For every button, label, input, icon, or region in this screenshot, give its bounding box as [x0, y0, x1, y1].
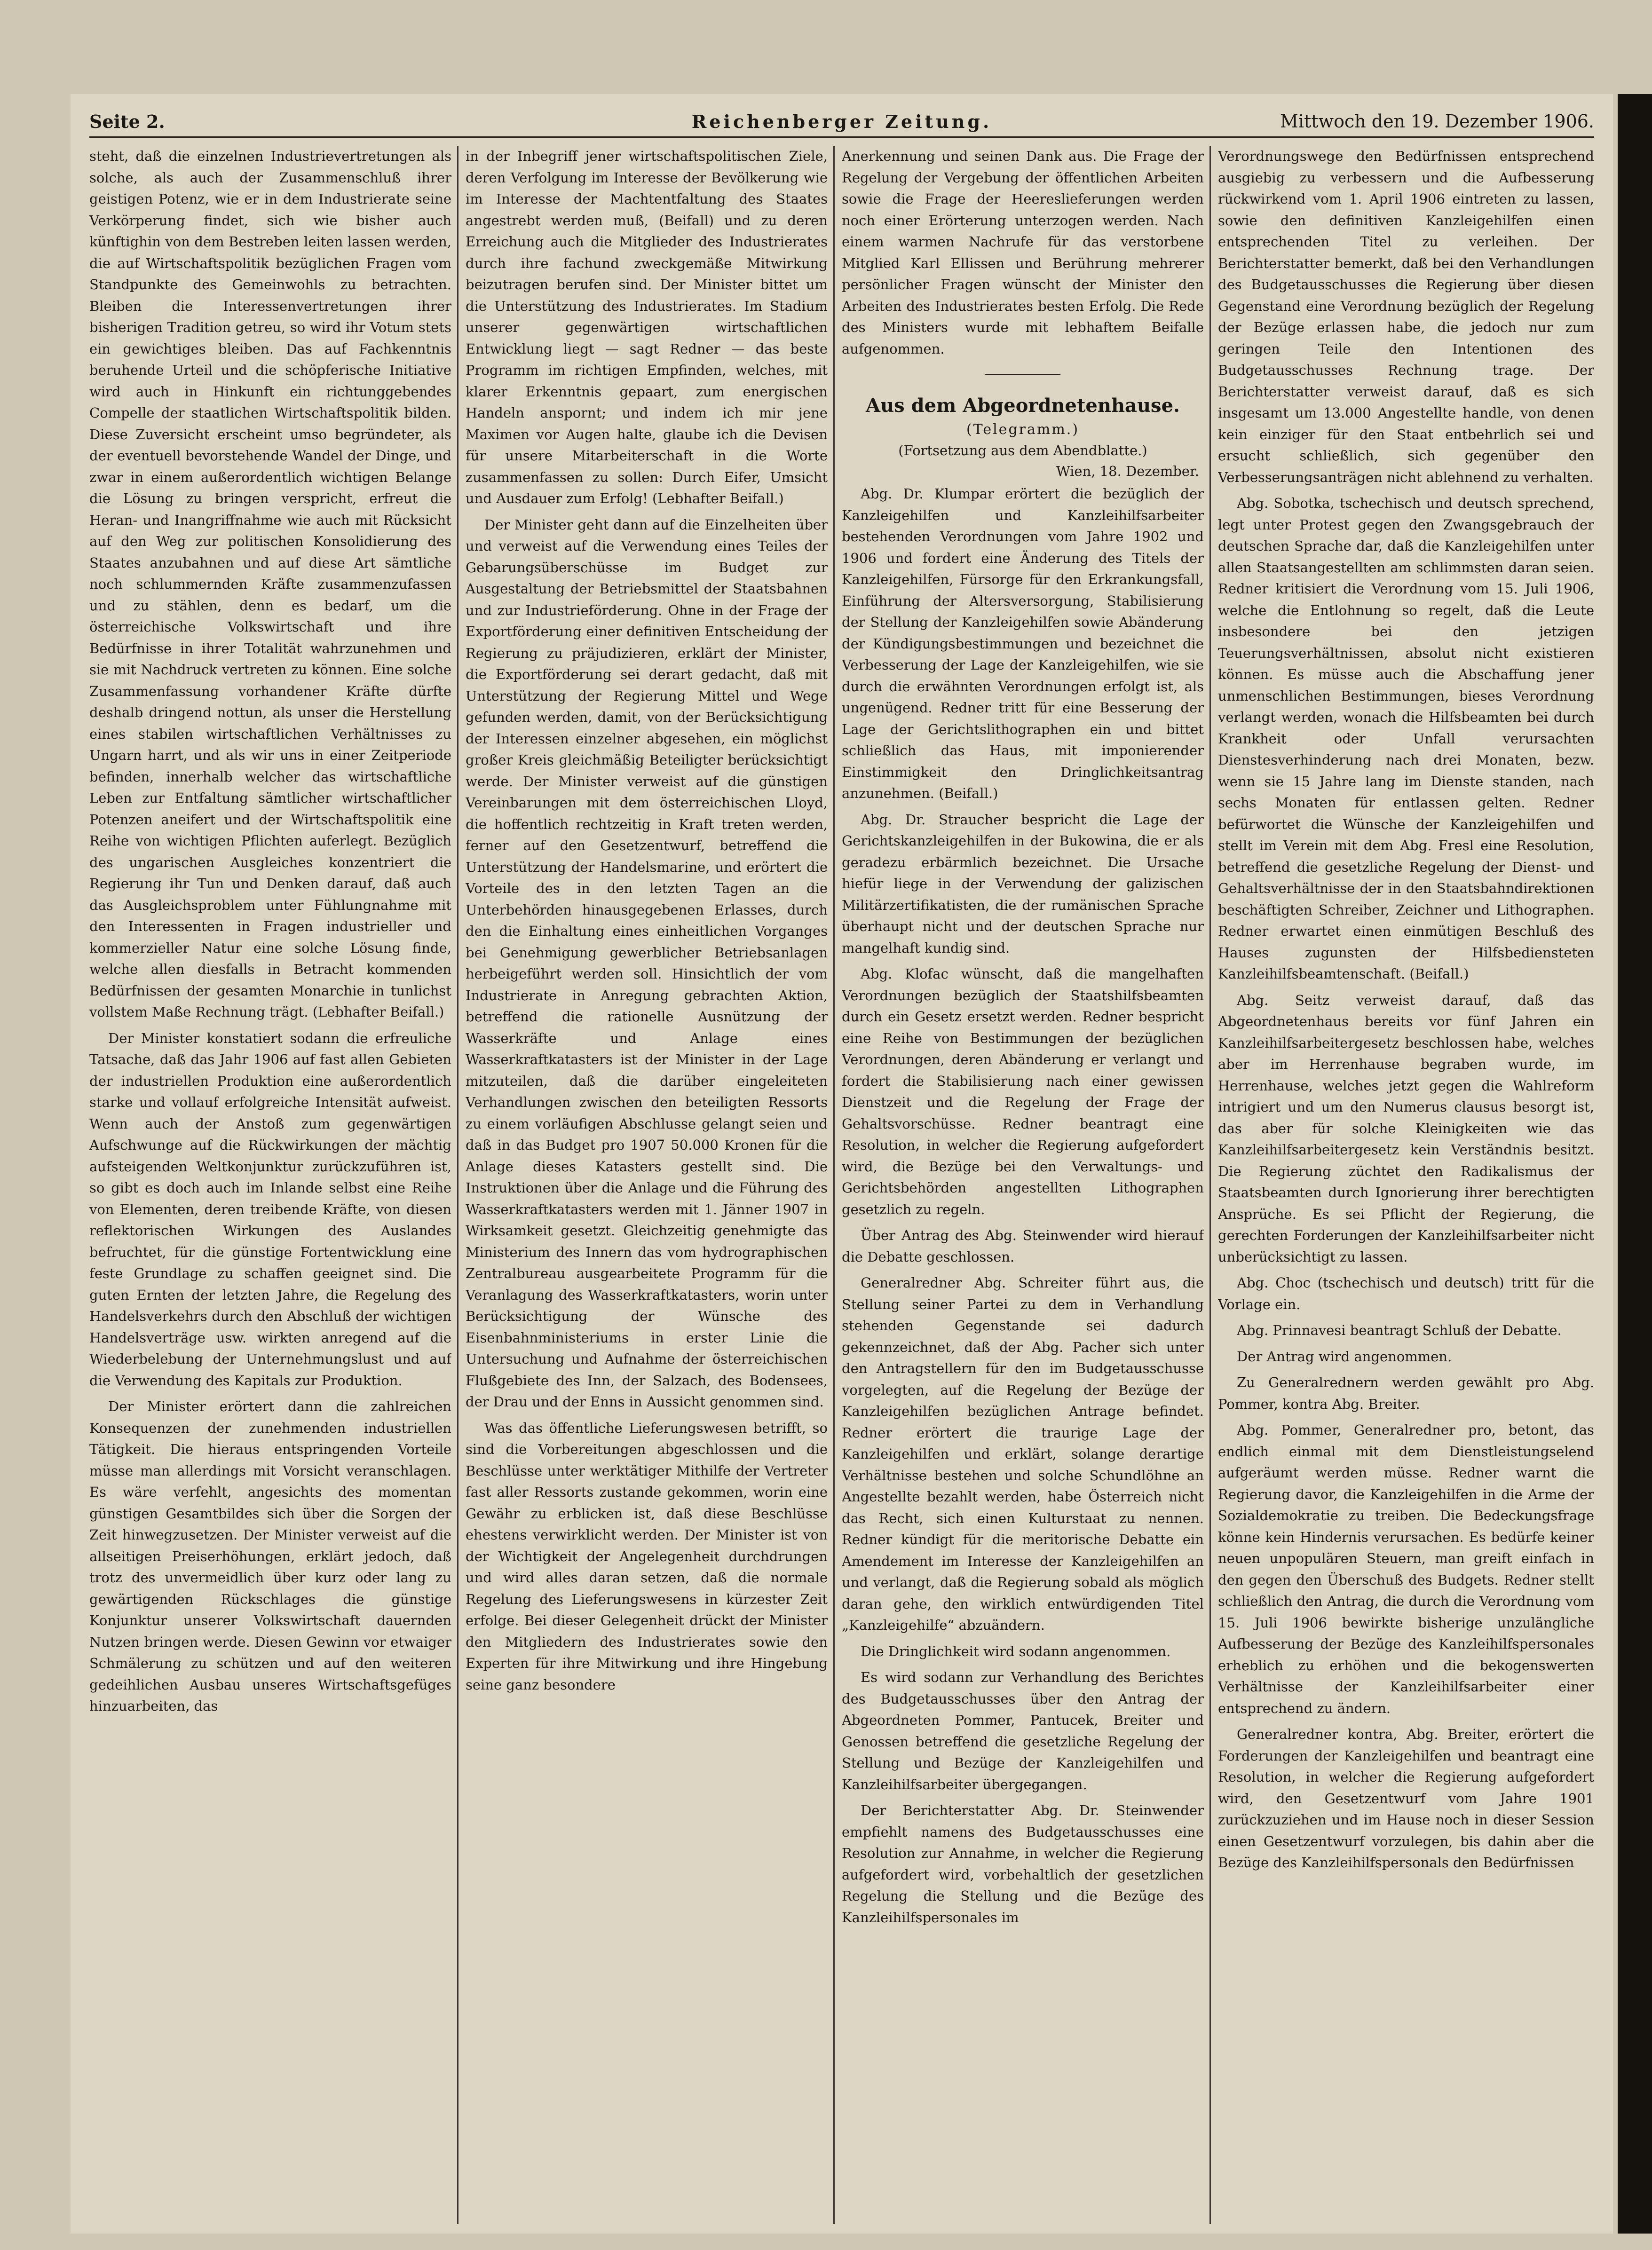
- section-subtitle: (Telegramm.): [966, 421, 1080, 438]
- article-paragraph: Über Antrag des Abg. Steinwender wird hierauf die Debatte geschlossen.: [842, 1227, 1204, 1265]
- article-paragraph: Abg. Klofac wünscht, daß die mangelhaften Verordnungen bezüglich der Staatshilfsbeamten durch ein Gesetz ersetzt werden. Redner bespricht eine Reihe von Bestimmungen der bezüglichen Verordnungen, deren Abänderung er verlangt und fordert die Stabilisierung nach einer gewissen Dienstzeit und die Regelung der Frage der Gehaltsvorschüsse. Redner beantragt eine Resolution, in welcher die Regierung aufgefordert wird, die Bezüge bei den Verwaltungs- und Gerichtsbehörden angestellten Lithographen gesetzlich zu regeln.: [842, 966, 1204, 1217]
- column-rule: [833, 146, 835, 2224]
- section-dateline: Wien, 18. Dezember.: [1056, 463, 1199, 479]
- masthead-title: Reichenberger Zeitung.: [691, 111, 992, 132]
- binding-edge: [1618, 94, 1652, 2234]
- article-paragraph: Abg. Sobotka, tschechisch und deutsch sprechend, legt unter Protest gegen den Zwangsgebrauch der deutschen Sprache dar, daß die Kanzleigehilfen unter allen Staatsangestellten am schlimmsten daran seien. Redner kritisiert die Verordnung vom 15. Juli 1906, welche die Entlohnung so regelt, daß die Leute insbesondere bei den jetzigen Teuerungsverhältnissen, absolut nicht existieren können. Es müsse auch die Abschaffung jener unmenschlichen Bestimmungen, bieses Verordnung verlangt werden, wonach die Hilfsbeamten bei durch Krankheit oder Unfall verursachten Dienstesverhinderung nach drei Monaten, bezw. wenn sie 15 Jahre lang im Dienste standen, nach sechs Monaten für entlassen gelten. Redner befürwortet die Wünsche der Kanzleigehilfen und stellt im Verein mit dem Abg. Fresl eine Resolution, betreffend die gesetzliche Regelung der Dienst- und Gehaltsverhältnisse der in den Staatsbahndirektionen beschäftigten Schreiber, Zeichner und Lithographen. Redner erwartet einen einmütigen Beschluß des Hauses zugunsten der Hilfsbediensteten Kanzleihilfsbeamtenschaft. (Beifall.): [1218, 495, 1594, 982]
- article-paragraph: Verordnungswege den Bedürfnissen entsprechend ausgiebig zu verbessern und die Aufbesserung rückwirkend vom 1. April 1906 eintreten zu lassen, sowie den definitiven Kanzleigehilfen einen entsprechenden Titel zu verleihen. Der Berichterstatter bemerkt, daß bei den Verhandlungen des Budgetausschusses die Regierung über diesen Gegenstand eine Verordnung bezüglich der Regelung der Bezüge erlassen habe, die jedoch nur zum geringen Teile den Intentionen des Budgetausschusses Rechnung trage. Der Berichterstatter verweist darauf, daß es sich insgesamt um 13.000 Angestellte handle, von denen kein einziger für den Staat entbehrlich sei und ersucht schließlich, sich gegenüber den Verbesserungsanträgen nicht ablehnend zu verhalten.: [1218, 148, 1594, 485]
- article-paragraph: Es wird sodann zur Verhandlung des Berichtes des Budgetausschusses über den Antrag der Abgeordneten Pommer, Pantucek, Breiter und Genossen betreffend die gesetzliche Regelung der Stellung und Bezüge der Kanzleigehilfen und Kanzleihilfsarbeiter übergegangen.: [842, 1669, 1204, 1792]
- article-paragraph: Was das öffentliche Lieferungswesen betrifft, so sind die Vorbereitungen abgeschlossen und die Beschlüsse unter werktätiger Mithilfe der Vertreter fast aller Ressorts zustande gekommen, worin eine Gewähr zu erblicken ist, daß diese Beschlüsse ehestens verwirklicht werden. Der Minister ist von der Wichtigkeit der Angelegenheit durchdrungen und wird alles daran setzen, daß die normale Regelung des Lieferungswesens in kürzester Zeit erfolge. Bei dieser Gelegenheit drückt der Minister den Mitgliedern des Industrierates sowie den Experten für ihre Mitwirkung und ihre Hingebung seine ganz besondere: [466, 1420, 828, 1693]
- article-paragraph: Zu Generalrednern werden gewählt pro Abg. Pommer, kontra Abg. Breiter.: [1218, 1374, 1594, 1412]
- article-paragraph: Der Antrag wird angenommen.: [1237, 1348, 1452, 1365]
- issue-date: Mittwoch den 19. Dezember 1906.: [1280, 111, 1594, 132]
- column-1: [89, 146, 451, 2224]
- article-paragraph: Abg. Prinnavesi beantragt Schluß der Debatte.: [1237, 1322, 1562, 1338]
- column-3: [842, 146, 1204, 2224]
- section-title: Aus dem Abgeordnetenhause.: [866, 395, 1180, 417]
- section-continuation: (Fortsetzung aus dem Abendblatte.): [898, 442, 1147, 458]
- article-paragraph: Abg. Dr. Straucher bespricht die Lage der Gerichtskanzleigehilfen in der Bukowina, die er als geradezu erbärmlich bezeichnet. Die Ursache hiefür liege in der Verwendung der galizischen Militärzertifikatisten, die der rumänischen Sprache überhaupt nicht und der deutschen Sprache nur mangelhaft kundig sind.: [842, 811, 1204, 956]
- article-paragraph: Abg. Choc (tschechisch und deutsch) tritt für die Vorlage ein.: [1218, 1275, 1594, 1312]
- article-paragraph: Der Minister konstatiert sodann die erfreuliche Tatsache, daß das Jahr 1906 auf fast allen Gebieten der industriellen Produktion eine außerordentlich starke und vollauf erfolgreiche Intensität aufweist. Wenn auch der Anstoß zum gegenwärtigen Aufschwunge auf die Rückwirkungen der mächtig aufsteigenden Weltkonjunktur zurückzuführen ist, so gibt es doch auch im Inlande selbst eine Reihe von Elementen, deren treibende Kräfte, von diesen reflektorischen Wirkungen des Auslandes befruchtet, für die günstige Fortentwicklung eine feste Grundlage zu schaffen geeignet sind. Die guten Ernten der letzten Jahre, die Regelung des Handelsverkehrs durch den Abschluß der wichtigen Handelsverträge usw. wirkten anregend auf die Wiederbelebung der Unternehmungslust und auf die Verwendung des Kapitals zur Produktion.: [89, 1030, 451, 1389]
- article-paragraph: steht, daß die einzelnen Industrievertretungen als solche, als auch der Zusammenschluß ihrer geistigen Potenz, wie er in dem Industrierate seine Verkörperung findet, sich wie bisher auch künftighin von dem Bestreben leiten lassen werden, die auf Wirtschaftspolitik bezüglichen Fragen vom Standpunkte des Gemeinwohls zu betrachten. Bleiben die Interessenvertretungen ihrer bisherigen Tradition getreu, so wird ihr Votum stets ein gewichtiges bleiben. Das auf Fachkenntnis beruhende Urteil und die schöpferische Initiative wird auch in Hinkunft ein richtunggebendes Compelle der staatlichen Wirtschaftspolitik bilden. Diese Zuversicht erscheint umso begründeter, als der eventuell bevorstehende Wandel der Dinge, und zwar in einem außerordentlich wichtigen Belange die Lösung zu bringen verspricht, erfreut die Heran- und Inangriffnahme wie auch mit Rücksicht auf den Weg zur politischen Konsolidierung des Staates anzubahnen und auf diese Art sämtliche noch schlummernden Kräfte zusammenzufassen und zu stählen, denn es bedarf, um die österreichische Volkswirtschaft und ihre Bedürfnisse in ihrer Totalität wahrzunehmen und sie mit Nachdruck vertreten zu können. Eine solche Zusammenfassung vorhandener Kräfte dürfte deshalb dringend nottun, als unser die Herstellung eines stabilen wirtschaftlichen Verhältnisses zu Ungarn harrt, und als wir uns in einer Zeitperiode befinden, innerhalb welcher das wirtschaftliche Leben zur Entfaltung sämtlicher wirtschaftlicher Potenzen aneifert und der Wirtschaftspolitik eine Reihe von wichtigen Pflichten auferlegt. Bezüglich des ungarischen Ausgleiches konzentriert die Regierung ihr Tun und Denken darauf, daß auch das Ausgleichsproblem unter Fühlungnahme mit den Interessenten in Fragen industrieller und kommerzieller Natur eine solche Lösung finde, welche allen diesfalls in Betracht kommenden Bedürfnissen der gesamten Monarchie in tunlichst vollstem Maße Rechnung trägt. (Lebhafter Beifall.): [89, 148, 451, 1020]
- article-paragraph: Die Dringlichkeit wird sodann angenommen.: [861, 1643, 1171, 1659]
- article-paragraph: Der Minister geht dann auf die Einzelheiten über und verweist auf die Verwendung eines Teiles der Gebarungsüberschüsse im Budget zur Ausgestaltung der Betriebsmittel der Staatsbahnen und zur Industrieförderung. Ohne in der Frage der Exportförderung einer definitiven Entscheidung der Regierung zu präjudizieren, erklärt der Minister, die Exportförderung sei derart gedacht, daß mit Unterstützung der Regierung Mittel und Wege gefunden werden, damit, von der Berücksichtigung der Interessen einzelner abgesehen, ein möglichst großer Kreis gleichmäßig Beteiligter berücksichtigt werde. Der Minister verweist auf die günstigen Vereinbarungen mit dem österreichischen Lloyd, die hoffentlich rechtzeitig in Kraft treten werden, ferner auf den Gesetzentwurf, betreffend die Unterstützung der Handelsmarine, und erörtert die Vorteile des in den letzten Tagen an die Unterbehörden hinausgegebenen Erlasses, durch den die Einhaltung eines einheitlichen Vorganges bei Genehmigung gewerblicher Betriebsanlagen herbeigeführt werden soll. Hinsichtlich der vom Industrierate in Anregung gebrachten Aktion, betreffend die rationelle Ausnützung der Wasserkräfte und Anlage eines Wasserkraftkatasters ist der Minister in der Lage mitzuteilen, daß die darüber eingeleiteten Verhandlungen zwischen den beteiligten Ressorts zu einem vorläufigen Abschlusse gelangt seien und daß in das Budget pro 1907 50.000 Kronen für die Anlage dieses Katasters gestellt sind. Die Instruktionen über die Anlage und die Führung des Wasserkraftkatasters werden mit 1. Jänner 1907 in Wirksamkeit gesetzt. Gleichzeitig genehmigte das Ministerium des Innern das vom hydrographischen Zentralbureau ausgearbeitete Programm für die Veranlagung des Wasserkraftkatasters, worin unter Berücksichtigung der Wünsche des Eisenbahnministeriums in erster Linie die Untersuchung und Aufnahme der österreichischen Flußgebiete des Inn, der Salzach, des Bodensees, der Drau und der Enns in Aussicht genommen sind.: [466, 516, 828, 1410]
- section-divider: [985, 374, 1060, 375]
- column-rule: [457, 146, 458, 2224]
- article-paragraph: in der Inbegriff jener wirtschaftspolitischen Ziele, deren Verfolgung im Interesse der Bevölkerung wie im Interesse der Machtentfaltung des Staates angestrebt werden muß, (Beifall) und zu deren Erreichung auch die Mitglieder des Industrierates durch ihre fachund zweckgemäße Mitwirkung beizutragen berufen sind. Der Minister bittet um die Unterstützung des Industrierates. Im Stadium unserer gegenwärtigen wirtschaftlichen Entwicklung liegt — sagt Redner — das beste Programm im richtigen Empfinden, welches, mit klarer Erkenntnis gepaart, zum energischen Handeln anspornt; und indem ich mir jene Maximen vor Augen halte, glaube ich die Devisen für unsere Mitarbeiterschaft in die Worte zusammenfassen zu sollen: Durch Eifer, Umsicht und Ausdauer zum Erfolg! (Lebhafter Beifall.): [466, 148, 828, 506]
- article-paragraph: Abg. Dr. Klumpar erörtert die bezüglich der Kanzleigehilfen und Kanzleihilfsarbeiter bestehenden Verordnungen vom Jahre 1902 und 1906 und fordert eine Änderung des Titels der Kanzleigehilfen, Fürsorge für den Erkrankungsfall, Einführung der Altersversorgung, Stabilisierung der Stellung der Kanzleigehilfen sowie Abänderung der Kündigungsbestimmungen und bezeichnet die Verbesserung der Lage der Kanzleigehilfen, wie sie durch die erwähnten Verordnungen erfolgt ist, als ungenügend. Redner tritt für eine Besserung der Lage der Gerichtslithographen ein und bittet schließlich das Haus, mit imponierender Einstimmigkeit den Dringlichkeitsantrag anzunehmen. (Beifall.): [842, 486, 1204, 801]
- article-paragraph: Abg. Pommer, Generalredner pro, betont, das endlich einmal mit dem Dienstleistungselend aufgeräumt werden müsse. Redner warnt die Regierung davor, die Kanzleigehilfen in die Arme der Sozialdemokratie zu treiben. Die Bedeckungsfrage könne kein Hindernis verursachen. Es bedürfe keiner neuen unpopulären Steuern, man greift einfach in den gegen den Überschuß des Budgets. Redner stellt schließlich den Antrag, die durch die Verordnung vom 15. Juli 1906 bewirkte bisherige unzulängliche Aufbesserung der Bezüge des Kanzleihilfspersonales erheblich zu erhöhen und die bekogenswerten Verhältnisse der Kanzleihilfsarbeiter einer entsprechend zu ändern.: [1218, 1422, 1594, 1716]
- column-rule: [1209, 146, 1211, 2224]
- article-paragraph: Anerkennung und seinen Dank aus. Die Frage der Regelung der Vergebung der öffentlichen Arbeiten sowie die Frage der Heereslieferungen werden noch einer Erörterung unterzogen werden. Nach einem warmen Nachrufe für das verstorbene Mitglied Karl Ellissen und Berührung mehrerer persönlicher Fragen wünscht der Minister den Arbeiten des Industrierates besten Erfolg. Die Rede des Ministers wurde mit lebhaftem Beifalle aufgenommen.: [842, 148, 1204, 357]
- newspaper-page: [71, 94, 1613, 2234]
- article-paragraph: Generalredner Abg. Schreiter führt aus, die Stellung seiner Partei zu dem in Verhandlung stehenden Gegenstande sei dadurch gekennzeichnet, daß der Abg. Pacher sich unter den Antragstellern für den im Budgetausschusse vorgelegten, auf die Regelung der Bezüge der Kanzleigehilfen bezüglichen Antrage befindet. Redner erörtert die traurige Lage der Kanzleigehilfen und erklärt, solange derartige Verhältnisse bestehen und solche Schundlöhne an Angestellte bezahlt werden, habe Österreich nicht das Recht, sich einen Kulturstaat zu nennen. Redner kündigt für die meritorische Debatte ein Amendement im Interesse der Kanzleigehilfen an und verlangt, daß die Regierung sobald als möglich daran gehe, den wirklich entwürdigenden Titel „Kanzleigehilfe“ abzuändern.: [842, 1275, 1204, 1633]
- article-paragraph: Generalredner kontra, Abg. Breiter, erörtert die Forderungen der Kanzleigehilfen und beantragt eine Resolution, in welcher die Regierung aufgefordert wird, den Gesetzentwurf vom Jahre 1901 zurückzuziehen und im Hause noch in dieser Session einen Gesetzentwurf vorzulegen, bis dahin aber die Bezüge des Kanzleihilfspersonals den Bedürfnissen: [1218, 1726, 1594, 1871]
- article-paragraph: Der Minister erörtert dann die zahlreichen Konsequenzen der zunehmenden industriellen Tätigkeit. Die hieraus entspringenden Vorteile müsse man allerdings mit Vorsicht veranschlagen. Es wäre verfehlt, angesichts des momentan günstigen Gesamtbildes sich über die Sorgen der Zeit hinwegzusetzen. Der Minister verweist auf die allseitigen Preiserhöhungen, erklärt jedoch, daß trotz des unvermeidlich über kurz oder lang zu gewärtigenden Rückschlages die günstige Konjunktur unserer Volkswirtschaft dauernden Nutzen bringen werde. Diesen Gewinn vor etwaiger Schmälerung zu schützen und auf den weiteren gedeihlichen Ausbau unseres Wirtschaftsgefüges hinzuarbeiten, das: [89, 1398, 451, 1714]
- column-2: [466, 146, 828, 2224]
- column-4: [1218, 146, 1594, 2224]
- article-paragraph: Der Berichterstatter Abg. Dr. Steinwender empfiehlt namens des Budgetausschusses eine Resolution zur Annahme, in welcher die Regierung aufgefordert wird, vorbehaltlich der gesetzlichen Regelung die Stellung und die Bezüge des Kanzleihilfspersonales im: [842, 1802, 1204, 1926]
- page-header: [89, 108, 1594, 138]
- page-number: Seite 2.: [89, 111, 165, 132]
- article-paragraph: Abg. Seitz verweist darauf, daß das Abgeordnetenhaus bereits vor fünf Jahren ein Kanzleihilfsarbeitergesetz beschlossen habe, welches aber im Herrenhause begraben wurde, im Herrenhause, welches jetzt gegen die Wahlreform intrigiert und um den Numerus clausus besorgt ist, das aber für solche Kleinigkeiten wie das Kanzleihilfsarbeitergesetz kein Verständnis besitzt. Die Regierung züchtet den Radikalismus der Staatsbeamten durch Ignorierung ihrer berechtigten Ansprüche. Es sei Pflicht der Regierung, die gerechten Forderungen der Kanzleihilfsarbeiter nicht unberücksichtigt zu lassen.: [1218, 992, 1594, 1265]
